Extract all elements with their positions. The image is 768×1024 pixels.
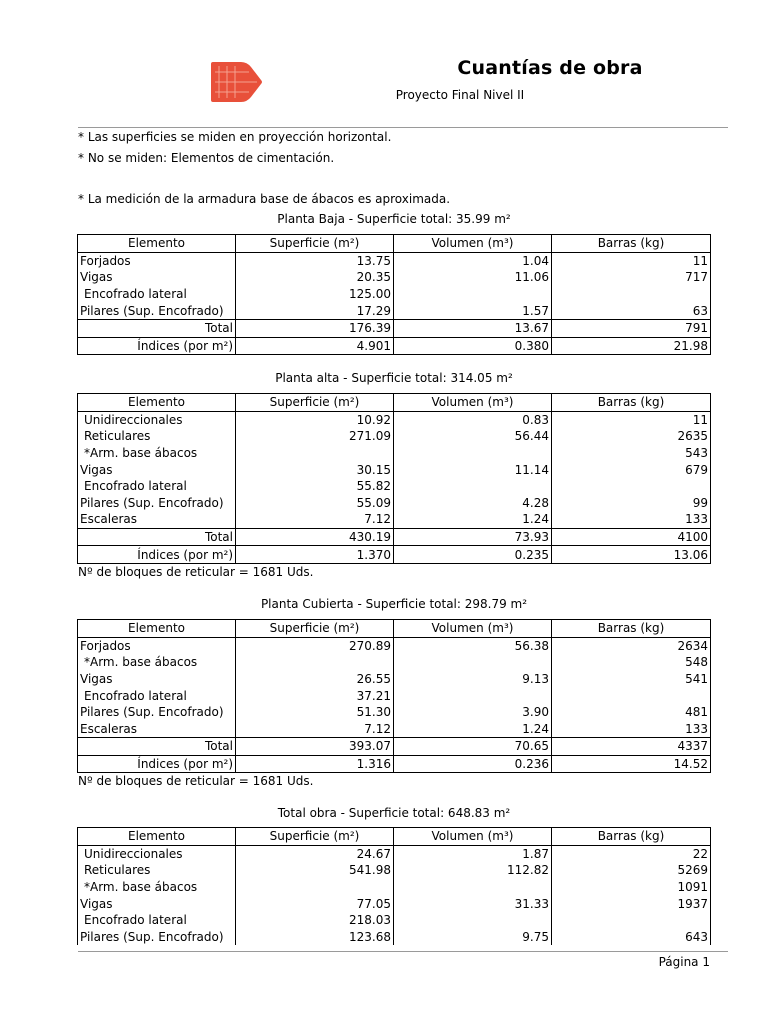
total-row (78, 528, 711, 546)
total-barras: 791 (552, 319, 711, 337)
total-label: Total (78, 319, 236, 337)
indices-row (78, 546, 711, 564)
cell-volumen (394, 654, 552, 671)
table-row (78, 637, 711, 654)
cell-barras (552, 478, 711, 495)
cell-elemento: Pilares (Sup. Encofrado) (78, 495, 236, 512)
total-row (78, 738, 711, 756)
table-row (78, 269, 711, 286)
col-header-superficie: Superficie (m²) (236, 620, 394, 638)
cell-superficie: 17.29 (236, 302, 394, 319)
section-caption-planta-baja: Planta Baja - Superficie total: 35.99 m² (277, 212, 511, 226)
cell-elemento: Vigas (78, 269, 236, 286)
indices-volumen: 0.236 (394, 755, 552, 773)
cell-superficie: 270.89 (236, 637, 394, 654)
cell-volumen (394, 687, 552, 704)
cell-elemento: Encofrado lateral (78, 478, 236, 495)
indices-row (78, 755, 711, 773)
cell-barras: 2634 (552, 637, 711, 654)
document-title: Cuantías de obra (457, 57, 643, 79)
cell-elemento: *Arm. base ábacos (78, 879, 236, 896)
indices-barras: 21.98 (552, 337, 711, 355)
table-row (78, 511, 711, 528)
cell-elemento: Pilares (Sup. Encofrado) (78, 704, 236, 721)
cell-barras (552, 687, 711, 704)
table-row (78, 895, 711, 912)
total-volumen: 70.65 (394, 738, 552, 756)
cell-barras: 548 (552, 654, 711, 671)
col-header-elemento: Elemento (78, 235, 236, 253)
table-row (78, 445, 711, 462)
cell-volumen: 1.87 (394, 845, 552, 862)
indices-barras: 13.06 (552, 546, 711, 564)
table-row (78, 862, 711, 879)
header-divider (78, 127, 728, 128)
cell-superficie: 20.35 (236, 269, 394, 286)
cell-volumen: 0.83 (394, 411, 552, 428)
indices-label: Índices (por m²) (78, 546, 236, 564)
footnote-bloques-alta: Nº de bloques de reticular = 1681 Uds. (78, 565, 314, 579)
indices-label: Índices (por m²) (78, 755, 236, 773)
cell-elemento: Encofrado lateral (78, 687, 236, 704)
indices-superficie: 1.370 (236, 546, 394, 564)
col-header-superficie: Superficie (m²) (236, 235, 394, 253)
col-header-barras: Barras (kg) (552, 235, 711, 253)
cell-barras: 481 (552, 704, 711, 721)
cell-superficie: 26.55 (236, 671, 394, 688)
cell-barras: 643 (552, 929, 711, 946)
cell-elemento: Escaleras (78, 721, 236, 738)
total-volumen: 13.67 (394, 319, 552, 337)
cell-superficie: 125.00 (236, 286, 394, 303)
note-foundations: * No se miden: Elementos de cimentación. (78, 151, 335, 165)
indices-barras: 14.52 (552, 755, 711, 773)
cell-volumen: 1.24 (394, 511, 552, 528)
cell-elemento: Vigas (78, 671, 236, 688)
col-header-elemento: Elemento (78, 828, 236, 846)
cell-elemento: Pilares (Sup. Encofrado) (78, 302, 236, 319)
cell-volumen: 3.90 (394, 704, 552, 721)
col-header-elemento: Elemento (78, 620, 236, 638)
footer-divider (78, 951, 728, 952)
cell-elemento: Vigas (78, 461, 236, 478)
cell-superficie: 51.30 (236, 704, 394, 721)
cell-elemento: *Arm. base ábacos (78, 445, 236, 462)
cell-volumen: 11.14 (394, 461, 552, 478)
cell-superficie: 24.67 (236, 845, 394, 862)
col-header-barras: Barras (kg) (552, 828, 711, 846)
cell-barras: 1091 (552, 879, 711, 896)
cell-volumen (394, 478, 552, 495)
cell-elemento: Escaleras (78, 511, 236, 528)
col-header-volumen: Volumen (m³) (394, 235, 552, 253)
indices-row (78, 337, 711, 355)
total-label: Total (78, 528, 236, 546)
section-caption-planta-alta: Planta alta - Superficie total: 314.05 m² (275, 371, 513, 385)
cell-volumen: 9.13 (394, 671, 552, 688)
table-total-obra (77, 827, 711, 945)
cell-barras: 679 (552, 461, 711, 478)
cell-elemento: Reticulares (78, 862, 236, 879)
total-row (78, 319, 711, 337)
cell-elemento: Reticulares (78, 428, 236, 445)
table-header-row (78, 828, 711, 846)
cell-superficie: 7.12 (236, 721, 394, 738)
cell-volumen (394, 286, 552, 303)
cell-superficie (236, 654, 394, 671)
cell-elemento: *Arm. base ábacos (78, 654, 236, 671)
table-row (78, 912, 711, 929)
cell-barras: 717 (552, 269, 711, 286)
table-planta-cubierta (77, 619, 711, 773)
col-header-barras: Barras (kg) (552, 394, 711, 412)
cell-barras: 541 (552, 671, 711, 688)
cell-superficie: 55.09 (236, 495, 394, 512)
cell-barras: 543 (552, 445, 711, 462)
indices-label: Índices (por m²) (78, 337, 236, 355)
cell-elemento: Forjados (78, 252, 236, 269)
cell-volumen: 11.06 (394, 269, 552, 286)
cell-volumen: 1.04 (394, 252, 552, 269)
footnote-bloques-cubierta: Nº de bloques de reticular = 1681 Uds. (78, 774, 314, 788)
cell-volumen: 1.57 (394, 302, 552, 319)
cell-barras: 133 (552, 511, 711, 528)
table-row (78, 687, 711, 704)
table-row (78, 302, 711, 319)
table-row (78, 721, 711, 738)
total-superficie: 393.07 (236, 738, 394, 756)
cell-volumen (394, 445, 552, 462)
col-header-superficie: Superficie (m²) (236, 394, 394, 412)
document-subtitle: Proyecto Final Nivel II (395, 88, 525, 102)
table-header-row (78, 394, 711, 412)
total-label: Total (78, 738, 236, 756)
table-row (78, 704, 711, 721)
cell-barras: 63 (552, 302, 711, 319)
col-header-superficie: Superficie (m²) (236, 828, 394, 846)
col-header-volumen: Volumen (m³) (394, 828, 552, 846)
table-planta-baja (77, 234, 711, 355)
cell-superficie: 218.03 (236, 912, 394, 929)
cell-superficie: 30.15 (236, 461, 394, 478)
cell-volumen: 56.44 (394, 428, 552, 445)
cell-elemento: Forjados (78, 637, 236, 654)
col-header-barras: Barras (kg) (552, 620, 711, 638)
cell-superficie: 77.05 (236, 895, 394, 912)
cell-volumen (394, 879, 552, 896)
page-number: Página 1 (658, 955, 710, 969)
table-planta-alta (77, 393, 711, 564)
cell-barras: 1937 (552, 895, 711, 912)
cell-superficie: 123.68 (236, 929, 394, 946)
cell-elemento: Unidireccionales (78, 845, 236, 862)
cell-superficie (236, 879, 394, 896)
cell-volumen: 4.28 (394, 495, 552, 512)
cell-barras: 22 (552, 845, 711, 862)
section-caption-planta-cubierta: Planta Cubierta - Superficie total: 298.79 m² (260, 597, 528, 611)
table-row (78, 929, 711, 946)
cell-barras: 11 (552, 411, 711, 428)
cell-superficie: 271.09 (236, 428, 394, 445)
table-row (78, 428, 711, 445)
note-surfaces: * Las superficies se miden en proyección horizontal. (78, 130, 392, 144)
col-header-volumen: Volumen (m³) (394, 394, 552, 412)
table-row (78, 461, 711, 478)
total-superficie: 176.39 (236, 319, 394, 337)
note-abacos: * La medición de la armadura base de ábacos es aproximada. (78, 192, 451, 206)
cell-volumen: 112.82 (394, 862, 552, 879)
table-row (78, 286, 711, 303)
cell-barras (552, 912, 711, 929)
table-row (78, 654, 711, 671)
indices-volumen: 0.380 (394, 337, 552, 355)
cell-barras: 133 (552, 721, 711, 738)
indices-superficie: 4.901 (236, 337, 394, 355)
cell-barras (552, 286, 711, 303)
col-header-volumen: Volumen (m³) (394, 620, 552, 638)
table-row (78, 495, 711, 512)
cell-volumen: 9.75 (394, 929, 552, 946)
total-barras: 4337 (552, 738, 711, 756)
table-row (78, 671, 711, 688)
cell-barras: 11 (552, 252, 711, 269)
cell-superficie: 541.98 (236, 862, 394, 879)
cell-barras: 5269 (552, 862, 711, 879)
cell-volumen: 31.33 (394, 895, 552, 912)
table-row (78, 411, 711, 428)
cell-superficie: 55.82 (236, 478, 394, 495)
table-row (78, 478, 711, 495)
total-volumen: 73.93 (394, 528, 552, 546)
indices-volumen: 0.235 (394, 546, 552, 564)
cell-superficie: 7.12 (236, 511, 394, 528)
cell-volumen (394, 912, 552, 929)
table-row (78, 879, 711, 896)
table-header-row (78, 620, 711, 638)
cell-elemento: Encofrado lateral (78, 912, 236, 929)
total-barras: 4100 (552, 528, 711, 546)
cell-barras: 2635 (552, 428, 711, 445)
table-header-row (78, 235, 711, 253)
col-header-elemento: Elemento (78, 394, 236, 412)
cell-volumen: 56.38 (394, 637, 552, 654)
cell-elemento: Unidireccionales (78, 411, 236, 428)
indices-superficie: 1.316 (236, 755, 394, 773)
section-caption-total-obra: Total obra - Superficie total: 648.83 m² (277, 806, 511, 820)
cell-barras: 99 (552, 495, 711, 512)
cell-superficie (236, 445, 394, 462)
table-row (78, 845, 711, 862)
cell-volumen: 1.24 (394, 721, 552, 738)
cell-superficie: 13.75 (236, 252, 394, 269)
table-row (78, 252, 711, 269)
total-superficie: 430.19 (236, 528, 394, 546)
cell-superficie: 10.92 (236, 411, 394, 428)
company-logo (209, 58, 263, 106)
cell-superficie: 37.21 (236, 687, 394, 704)
cell-elemento: Pilares (Sup. Encofrado) (78, 929, 236, 946)
cell-elemento: Encofrado lateral (78, 286, 236, 303)
cell-elemento: Vigas (78, 895, 236, 912)
